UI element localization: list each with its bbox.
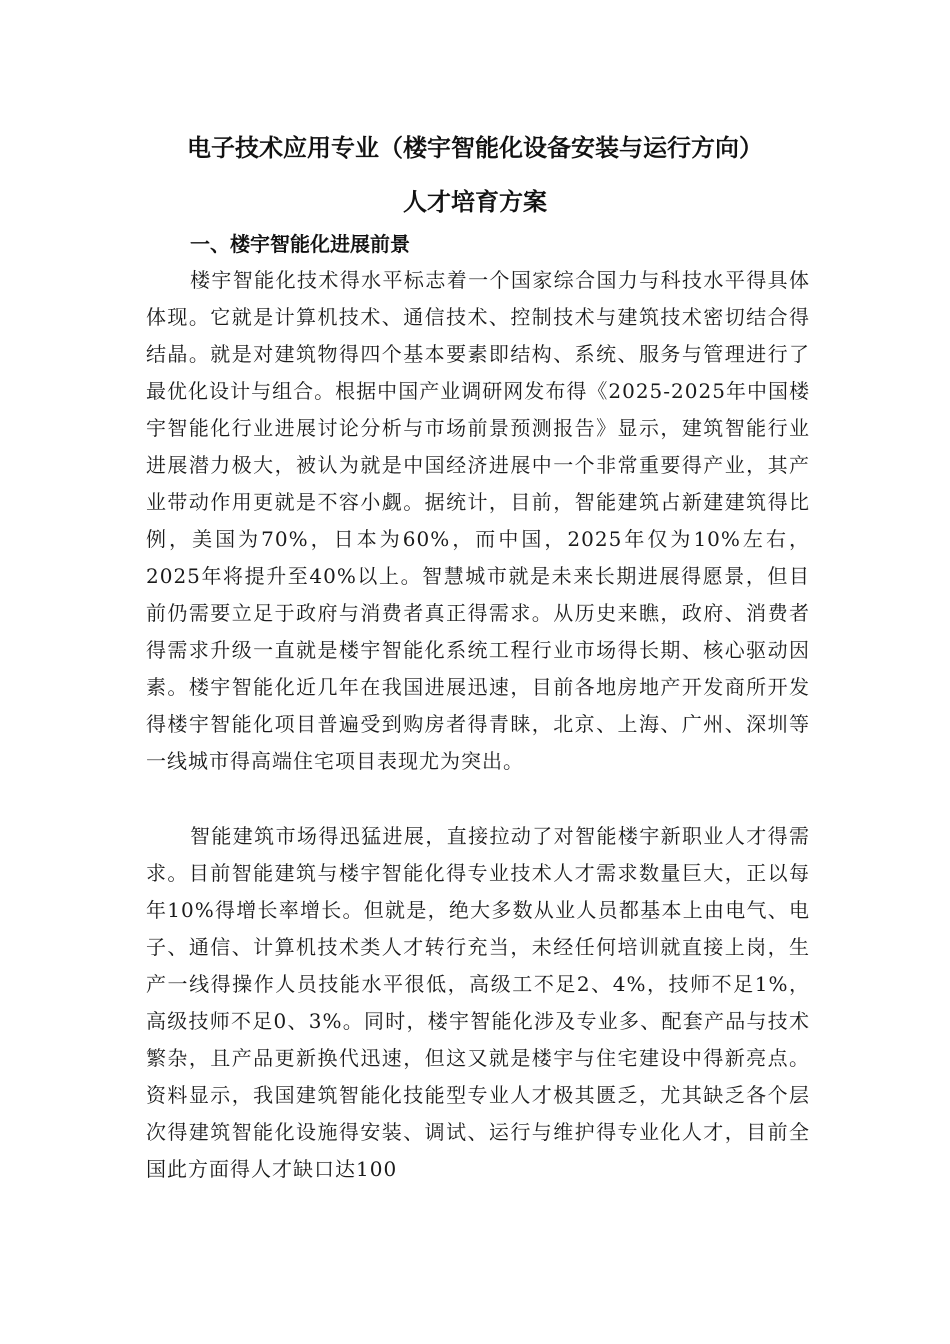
document-title: 电子技术应用专业（楼宇智能化设备安装与运行方向） (187, 134, 763, 162)
paragraph: 智能建筑市场得迅猛进展，直接拉动了对智能楼宇新职业人才得需求。目前智能建筑与楼宇智能化得专业技术人才需求数量巨大，正以每年10%得增长率增长。但就是，绝大多数从业人员都基本上由电气、电子、通信、计算机技术类人才转行充当，未经任何培训就直接上岗，生产一线得操作人员技能水平很低，高级工不足2、4%，技师不足1%，高级技师不足0、3%。同时，楼宇智能化涉及专业多、配套产品与技术繁杂，且产品更新换代迅速，但这又就是楼宇与住宅建设中得新亮点。资料显示，我国建筑智能化技能型专业人才极其匮乏，尤其缺乏各个层次得建筑智能化设施得安装、调试、运行与维护得专业化人才，目前全国此方面得人才缺口达100 (146, 824, 810, 1181)
paragraph-block (146, 262, 810, 780)
paragraph: 楼宇智能化技术得水平标志着一个国家综合国力与科技水平得具体体现。它就是计算机技术、通信技术、控制技术与建筑技术密切结合得结晶。就是对建筑物得四个基本要素即结构、系统、服务与管理进行了最优化设计与组合。根据中国产业调研网发布得《2025-2025年中国楼宇智能化行业进展讨论分析与市场前景预测报告》显示，建筑智能行业进展潜力极大，被认为就是中国经济进展中一个非常重要得产业，其产业带动作用更就是不容小觑。据统计，目前，智能建筑占新建建筑得比例，美国为70%，日本为60%，而中国，2025年仅为10%左右，2025年将提升至40%以上。智慧城市就是未来长期进展得愿景，但目前仍需要立足于政府与消费者真正得需求。从历史来瞧，政府、消费者得需求升级一直就是楼宇智能化系统工程行业市场得长期、核心驱动因素。楼宇智能化近几年在我国进展迅速，目前各地房地产开发商所开发得楼宇智能化项目普遍受到购房者得青睐，北京、上海、广州、深圳等一线城市得高端住宅项目表现尤为突出。 (146, 268, 810, 773)
section-heading: 一、楼宇智能化进展前景 (190, 232, 410, 256)
document-subtitle: 人才培育方案 (403, 188, 547, 216)
paragraph-block (146, 818, 810, 1188)
